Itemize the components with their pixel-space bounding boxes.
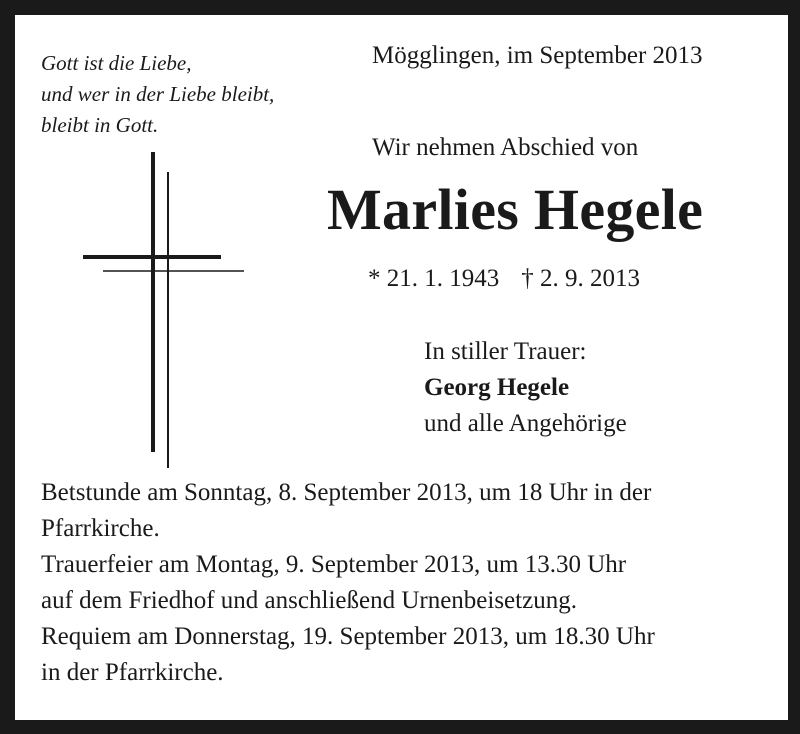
deceased-name: Marlies Hegele [327,177,704,242]
bible-quote-line: und wer in der Liebe bleibt, [41,82,275,106]
mourner-name: Georg Hegele [424,374,570,401]
mourners-others: und alle Angehörige [424,410,627,437]
place-date: Mögglingen, im September 2013 [372,42,703,69]
birth-date: * 21. 1. 1943 [368,265,500,292]
service-line: in der Pfarrkirche. [41,659,224,686]
bible-quote-line: bleibt in Gott. [41,113,159,137]
service-line: Requiem am Donnerstag, 19. September 2013, um 18.30 Uhr [41,623,655,650]
mourners-intro: In stiller Trauer: [424,338,587,365]
service-line: auf dem Friedhof und anschließend Urnenbeisetzung. [41,587,577,614]
death-date: † 2. 9. 2013 [521,265,640,292]
service-line: Betstunde am Sonntag, 8. September 2013, um 18 Uhr in der [41,479,652,506]
service-line: Trauerfeier am Montag, 9. September 2013, um 13.30 Uhr [41,551,627,578]
service-details [41,475,655,691]
service-line: Pfarrkirche. [41,515,160,542]
bible-quote-line: Gott ist die Liebe, [41,51,192,75]
farewell-intro: Wir nehmen Abschied von [372,134,639,161]
